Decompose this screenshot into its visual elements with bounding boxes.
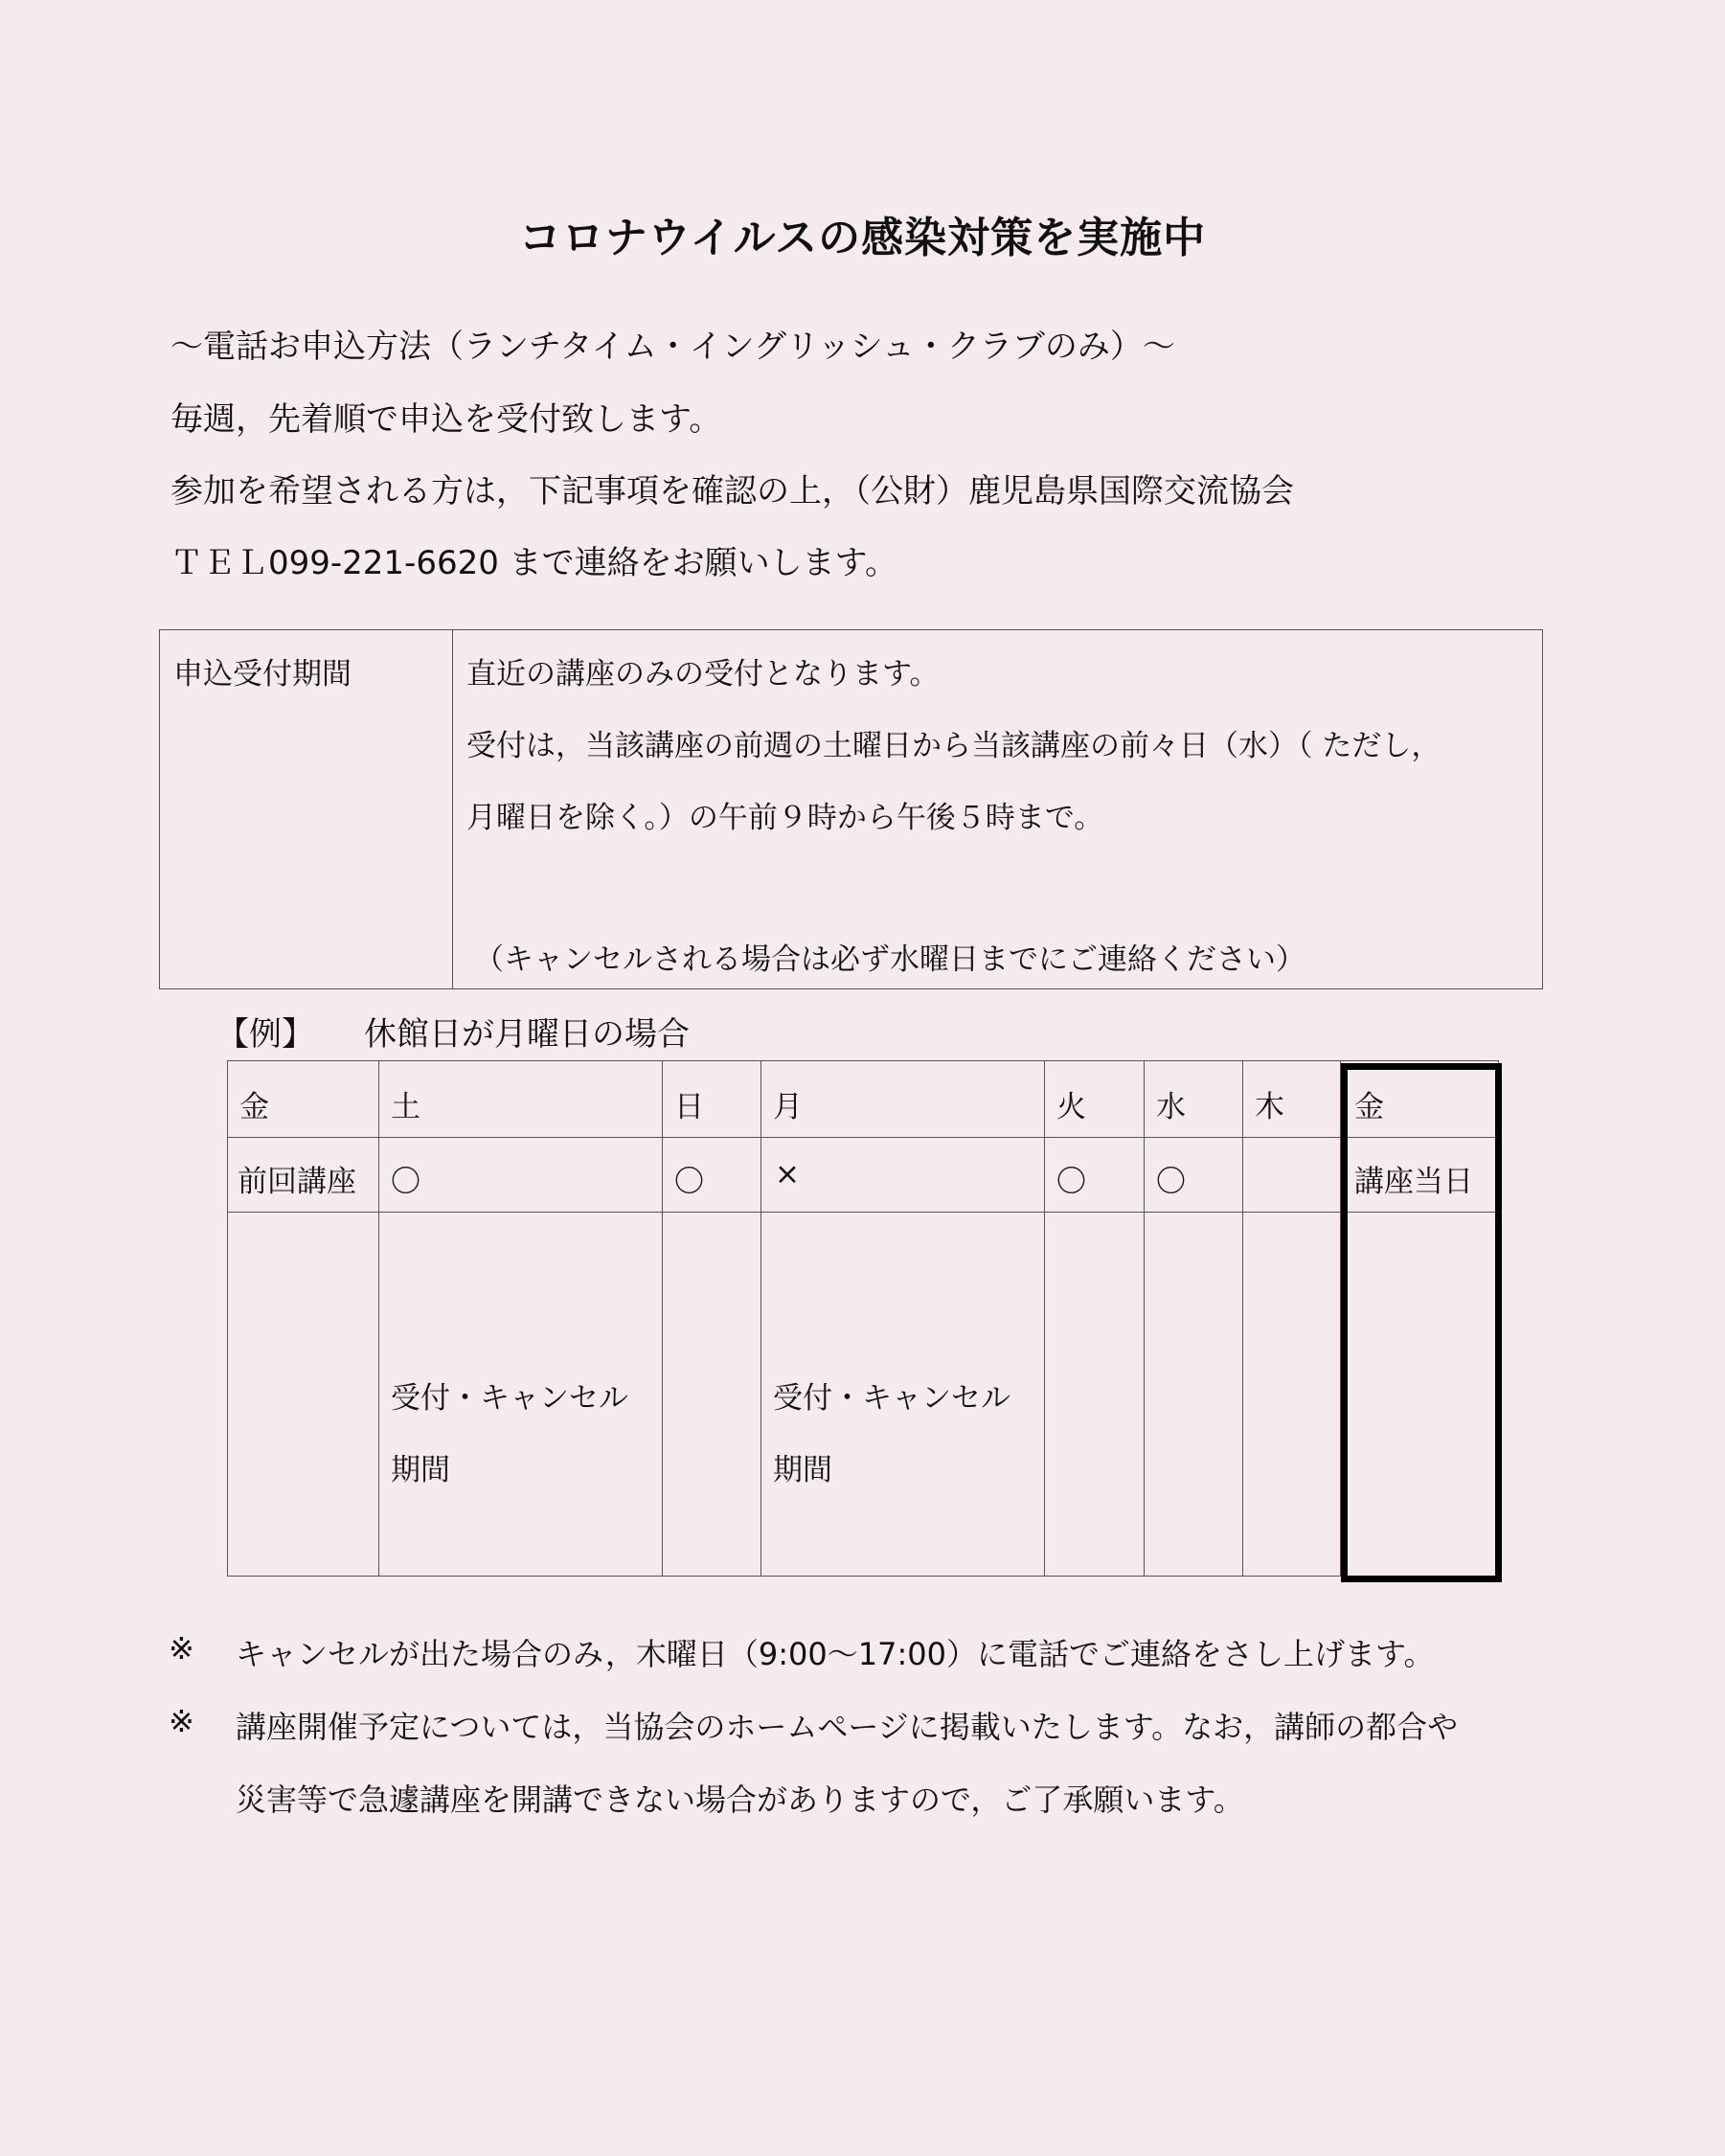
prev-course-tue [1044, 1137, 1145, 1213]
week-schedule-table [228, 1061, 1500, 1577]
mon-period-line1: 受付・キャンセル [773, 1381, 1010, 1416]
prev-course-label: 前回講座 [238, 1165, 356, 1199]
day-cell-sat [378, 1060, 663, 1138]
day-cell-tue [1044, 1060, 1145, 1138]
day-label-fri-next: 金 [1354, 1090, 1384, 1124]
prev-course-sun [662, 1137, 761, 1213]
prev-course-wed [1144, 1137, 1243, 1213]
day-cell-wed [1144, 1060, 1243, 1138]
prev-course-thu [1242, 1137, 1341, 1213]
example-caption [216, 1008, 690, 1055]
period-empty-tue [1044, 1212, 1145, 1577]
intro-text-1: 毎週，先着順で申込を受付致します。 [170, 400, 722, 439]
prev-course-mon [760, 1137, 1045, 1213]
intro-text-3: ＴＥＬ099-221-6620 まで連絡をお願いします。 [170, 544, 897, 582]
day-cell-mon [760, 1060, 1045, 1138]
day-label-sun: 日 [674, 1090, 704, 1124]
period-text-2: 受付は，当該講座の前週の土曜日から当該講座の前々日（水）（ ただし， [466, 729, 1441, 763]
period-empty-thu [1242, 1212, 1341, 1577]
example-text: 休館日が月曜日の場合 [364, 1015, 690, 1054]
day-cell-thu [1242, 1060, 1341, 1138]
mark-tue: 〇 [1056, 1165, 1086, 1199]
mon-period-line2: 期間 [773, 1453, 832, 1487]
mark-wed: 〇 [1156, 1165, 1186, 1199]
period-cell-mon [760, 1212, 1045, 1577]
intro-text-2: 参加を希望される方は，下記事項を確認の上，（公財）鹿児島県国際交流協会 [170, 472, 1294, 511]
application-period-table [159, 629, 1543, 989]
intro-heading: ～電話お申込方法（ランチタイム・イングリッシュ・クラブのみ）～ [170, 328, 1175, 366]
day-label-mon: 月 [773, 1090, 803, 1124]
period-empty-fri [227, 1212, 379, 1577]
note-mark-2: ※ [169, 1703, 194, 1739]
day-label-sat: 土 [391, 1090, 420, 1124]
page-title: コロナウイルスの感染対策を実施中 [518, 214, 1207, 262]
day-label-fri: 金 [239, 1090, 269, 1124]
period-text-1: 直近の講座のみの受付となります。 [466, 657, 940, 692]
period-empty-wed [1144, 1212, 1243, 1577]
example-label: 【例】 [216, 1015, 314, 1054]
note-2-line2: 災害等で急遽講座を開講できない場合がありますので，ご了承願います。 [236, 1782, 1244, 1818]
period-label-cell [160, 630, 453, 988]
period-cancel-note: （キャンセルされる場合は必ず水曜日までにご連絡ください） [474, 942, 1305, 977]
period-text-3: 月曜日を除く。）の午前９時から午後５時まで。 [466, 801, 1104, 835]
prev-course-sat [378, 1137, 663, 1213]
prev-course-label-cell [227, 1137, 379, 1213]
course-day-highlight [1341, 1063, 1502, 1582]
mark-sat: 〇 [391, 1165, 420, 1199]
period-empty-sun [662, 1212, 761, 1577]
day-label-wed: 水 [1156, 1090, 1186, 1124]
sat-period-line2: 期間 [391, 1453, 450, 1487]
course-day-label: 講座当日 [1354, 1165, 1473, 1199]
day-cell-sun [662, 1060, 761, 1138]
day-cell-fri [227, 1060, 379, 1138]
mark-mon: × [775, 1157, 800, 1191]
note-2-line1: 講座開催予定については，当協会のホームページに掲載いたします。なお，講師の都合や [236, 1709, 1459, 1745]
day-label-thu: 木 [1255, 1090, 1284, 1124]
day-label-tue: 火 [1056, 1090, 1086, 1124]
period-label: 申込受付期間 [173, 657, 352, 692]
period-cell-sat [378, 1212, 663, 1577]
sat-period-line1: 受付・キャンセル [391, 1381, 628, 1416]
note-mark-1: ※ [169, 1630, 194, 1667]
mark-sun: 〇 [674, 1165, 704, 1199]
note-1: キャンセルが出た場合のみ，木曜日（9:00～17:00）に電話でご連絡をさし上げます。 [236, 1636, 1435, 1672]
